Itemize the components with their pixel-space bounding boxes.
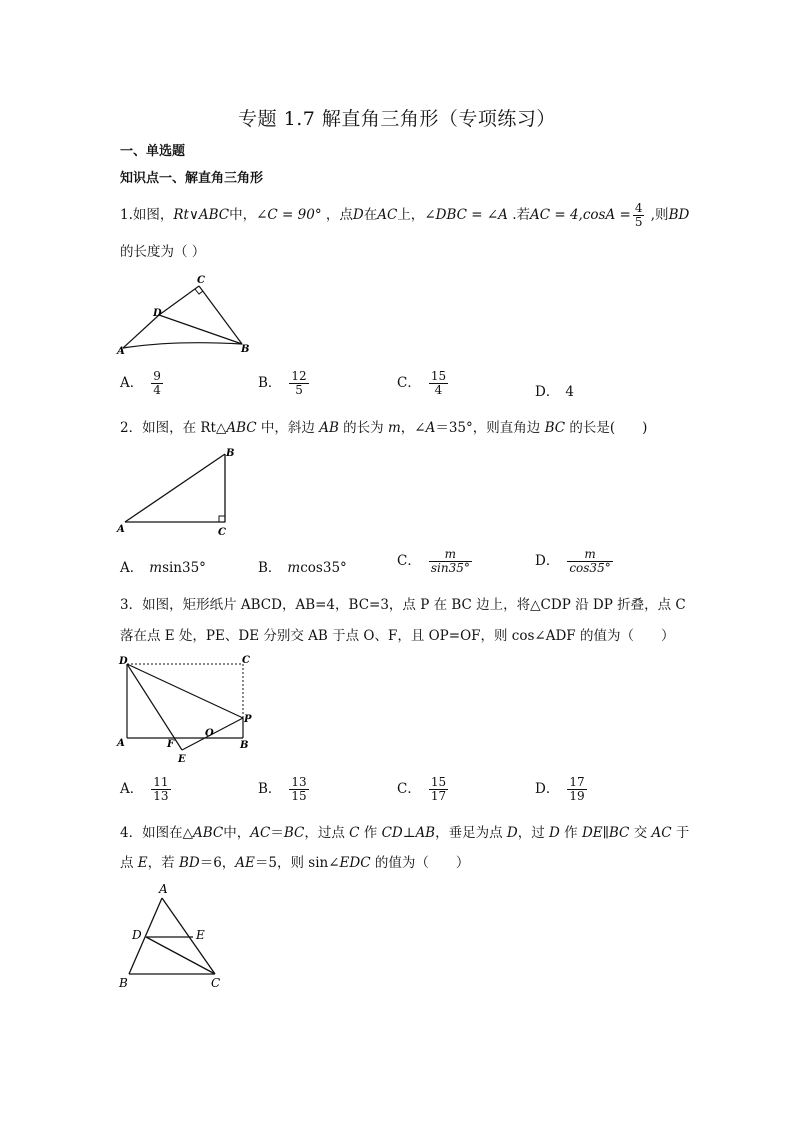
- q2-label-C: C: [218, 527, 226, 538]
- q1-fraction: $\frac{4}{5}$: [634, 201, 643, 229]
- q3-option-c[interactable]: C． $\frac{15}{17}$: [397, 775, 447, 803]
- q1-label-A: A: [117, 346, 125, 357]
- q4-text-line2: 点 E，若 BD＝6，AE＝5，则 sin∠EDC 的值为（ ）: [120, 855, 470, 871]
- q3-label-A: A: [117, 738, 125, 749]
- q3-text-line2: 落在点 E 处，PE、DE 分别交 AB 于点 O、F，且 OP=OF，则 cos∠ADF 的值为（ ）: [120, 628, 675, 644]
- q3-option-d[interactable]: D． $\frac{17}{19}$: [535, 775, 585, 803]
- q2-text: 2．如图，在 Rt△ABC 中，斜边 AB 的长为 m，∠A＝35°，则直角边 BC 的长是( ): [120, 420, 648, 436]
- q3-figure: [115, 652, 260, 764]
- q1-figure: [115, 272, 255, 357]
- q3-label-E: E: [178, 754, 186, 764]
- q4-text-line1: 4．如图在△ABC中，AC＝BC，过点 C 作 CD⊥AB，垂足为点 D，过 D 作 DE∥BC 交 AC 于: [120, 825, 690, 841]
- q1-option-a[interactable]: A． $\frac{9}{4}$: [120, 369, 161, 397]
- q4-label-D: D: [132, 928, 142, 942]
- q2-option-a[interactable]: A． msin35°: [120, 560, 206, 576]
- q1-label-D: D: [153, 308, 162, 319]
- q1-text-line1: 1.如图，Rt∨ABC中，∠C = 90° ，点D在AC上，∠DBC = ∠A .若AC = 4,cosA = $\frac{4}{5}$ ,则BD: [120, 201, 690, 229]
- q3-label-C: C: [242, 655, 250, 666]
- q1-label-C: C: [197, 275, 205, 286]
- q2-option-b[interactable]: B． mcos35°: [258, 560, 347, 576]
- q4-label-B: B: [119, 976, 128, 990]
- q4-label-C: C: [211, 976, 221, 990]
- q3-label-B: B: [240, 740, 249, 751]
- q1-option-c[interactable]: C． $\frac{15}{4}$: [397, 369, 447, 397]
- q2-figure: [115, 444, 245, 539]
- q1-option-b[interactable]: B． $\frac{12}{5}$: [258, 369, 307, 397]
- q2-option-d[interactable]: D． $\frac{m}{\cos 35^\circ}$: [535, 547, 611, 575]
- q1-label-B: B: [241, 344, 250, 355]
- q1-text-line2: 的长度为（ ）: [120, 244, 206, 260]
- q3-label-D: D: [119, 656, 128, 667]
- q3-label-F: F: [167, 739, 175, 750]
- q3-label-P: P: [244, 714, 252, 725]
- page-title: 专题 1.7 解直角三角形（专项练习）: [238, 108, 556, 130]
- q3-option-b[interactable]: B． $\frac{13}{15}$: [258, 775, 307, 803]
- q4-label-E: E: [196, 928, 205, 942]
- section-heading: 一、单选题: [120, 144, 186, 159]
- q1-option-d[interactable]: D． 4: [535, 384, 574, 400]
- q4-figure: [115, 880, 235, 992]
- knowledge-heading: 知识点一、解直角三角形: [120, 171, 264, 186]
- q2-option-c[interactable]: C． $\frac{m}{\sin 35^\circ}$: [397, 547, 470, 575]
- q2-label-A: A: [117, 524, 125, 535]
- q3-label-O: O: [205, 728, 214, 739]
- q3-text-line1: 3．如图，矩形纸片 ABCD，AB=4，BC=3，点 P 在 BC 边上，将△CDP 沿 DP 折叠，点 C: [120, 597, 686, 613]
- q2-label-B: B: [226, 448, 235, 459]
- q4-label-A: A: [159, 882, 168, 896]
- q3-option-a[interactable]: A． $\frac{11}{13}$: [120, 775, 169, 803]
